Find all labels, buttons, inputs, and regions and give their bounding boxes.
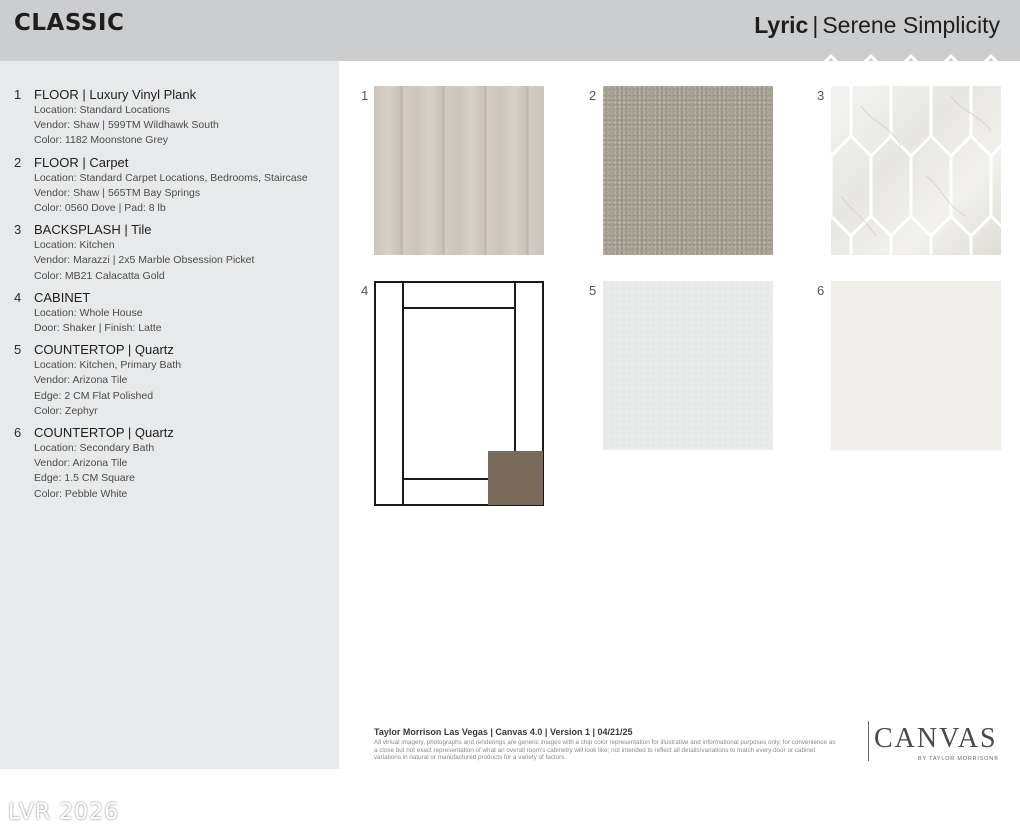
- spec-number: 1: [14, 87, 22, 102]
- spec-location: Location: Kitchen: [34, 239, 115, 252]
- spec-number: 3: [14, 222, 22, 238]
- spec-sidebar: [0, 61, 339, 825]
- spec-title: BACKSPLASH | Tile: [34, 222, 152, 238]
- swatch-quartz-pebble-white: [831, 281, 1001, 450]
- spec-edge: Edge: 1.5 CM Square: [34, 472, 135, 485]
- picket-tile-pattern: [831, 86, 1001, 255]
- spec-color: Color: MB21 Calacatta Gold: [34, 269, 165, 282]
- swatch-shaker-cabinet-door: [374, 281, 544, 506]
- spec-item-floor-carpet: [14, 155, 334, 217]
- spec-color: Color: 0560 Dove | Pad: 8 lb: [34, 202, 166, 215]
- spec-item-countertop-secondary: [14, 425, 334, 502]
- listing-watermark: LVR 2026: [8, 800, 120, 825]
- spec-location: Location: Whole House: [34, 306, 143, 319]
- header-bar: [0, 0, 1020, 61]
- swatch-number-2: 2: [589, 88, 597, 103]
- spec-item-countertop-primary: [14, 342, 334, 419]
- swatch-number-1: 1: [361, 88, 369, 103]
- swatch-luxury-vinyl-plank: [374, 86, 544, 255]
- spec-title: FLOOR | Carpet: [34, 154, 129, 170]
- spec-item-floor-lvp: [14, 87, 334, 149]
- spec-item-cabinet: [14, 290, 334, 336]
- spec-vendor: Vendor: Marazzi | 2x5 Marble Obsession Picket: [34, 254, 255, 267]
- spec-vendor: Vendor: Arizona Tile: [34, 374, 128, 387]
- plan-separator: |: [812, 12, 819, 38]
- spec-number: 6: [14, 425, 22, 441]
- spec-location: Location: Secondary Bath: [34, 442, 155, 455]
- spec-location: Location: Standard Locations: [34, 104, 171, 116]
- spec-color: Color: Zephyr: [34, 404, 98, 417]
- spec-color: Color: 1182 Moonstone Grey: [34, 134, 169, 147]
- spec-location: Location: Standard Carpet Locations, Bedrooms, Staircase: [34, 171, 308, 184]
- footer-disclaimer: All virtual imagery, photographs and renderings are generic images with a chip color representation for illustrative and informational purposes only, for convenience as a close but not exact representation of what an overall room's cabinetry will look like; not intended to reflect all details/variations to match every door or cabinet variations in natural or manufactured products for a variety of factors.: [374, 739, 836, 762]
- spec-vendor: Vendor: Arizona Tile: [34, 457, 128, 470]
- spec-number: 2: [14, 154, 22, 170]
- spec-title: COUNTERTOP | Quartz: [34, 425, 174, 441]
- spec-list: [14, 87, 334, 508]
- logo-word: CANVAS: [874, 723, 998, 754]
- footer-title: Taylor Morrison Las Vegas | Canvas 4.0 | Version 1 | 04/21/25: [374, 727, 633, 737]
- plan-theme: Serene Simplicity: [822, 12, 1000, 38]
- collection-title: CLASSIC: [14, 10, 125, 36]
- swatch-number-3: 3: [817, 88, 825, 103]
- spec-title: CABINET: [34, 289, 91, 305]
- swatch-number-5: 5: [589, 283, 597, 298]
- spec-number: 4: [14, 289, 22, 305]
- plan-name: Lyric: [754, 12, 809, 38]
- canvas-logo: [868, 721, 1002, 765]
- swatch-backsplash-tile: [831, 86, 1001, 255]
- latte-finish-chip: [488, 451, 543, 505]
- spec-door: Door: Shaker | Finish: Latte: [34, 322, 162, 335]
- swatch-number-6: 6: [817, 283, 825, 298]
- spec-item-backsplash: [14, 222, 334, 284]
- plan-heading: [754, 12, 1000, 39]
- spec-title: FLOOR | Luxury Vinyl Plank: [34, 87, 197, 102]
- spec-number: 5: [14, 342, 22, 358]
- spec-color: Color: Pebble White: [34, 487, 128, 500]
- cabinet-door-drawing: [374, 281, 544, 506]
- swatch-number-4: 4: [361, 283, 369, 298]
- swatch-carpet: [603, 86, 773, 255]
- spec-edge: Edge: 2 CM Flat Polished: [34, 389, 154, 402]
- logo-bar: [868, 721, 869, 761]
- spec-vendor: Vendor: Shaw | 565TM Bay Springs: [34, 186, 201, 199]
- spec-vendor: Vendor: Shaw | 599TM Wildhawk South: [34, 119, 219, 132]
- swatch-quartz-zephyr: [603, 281, 773, 450]
- spec-title: COUNTERTOP | Quartz: [34, 342, 174, 358]
- spec-location: Location: Kitchen, Primary Bath: [34, 359, 182, 372]
- logo-tagline: BY TAYLOR MORRISON®: [918, 756, 999, 762]
